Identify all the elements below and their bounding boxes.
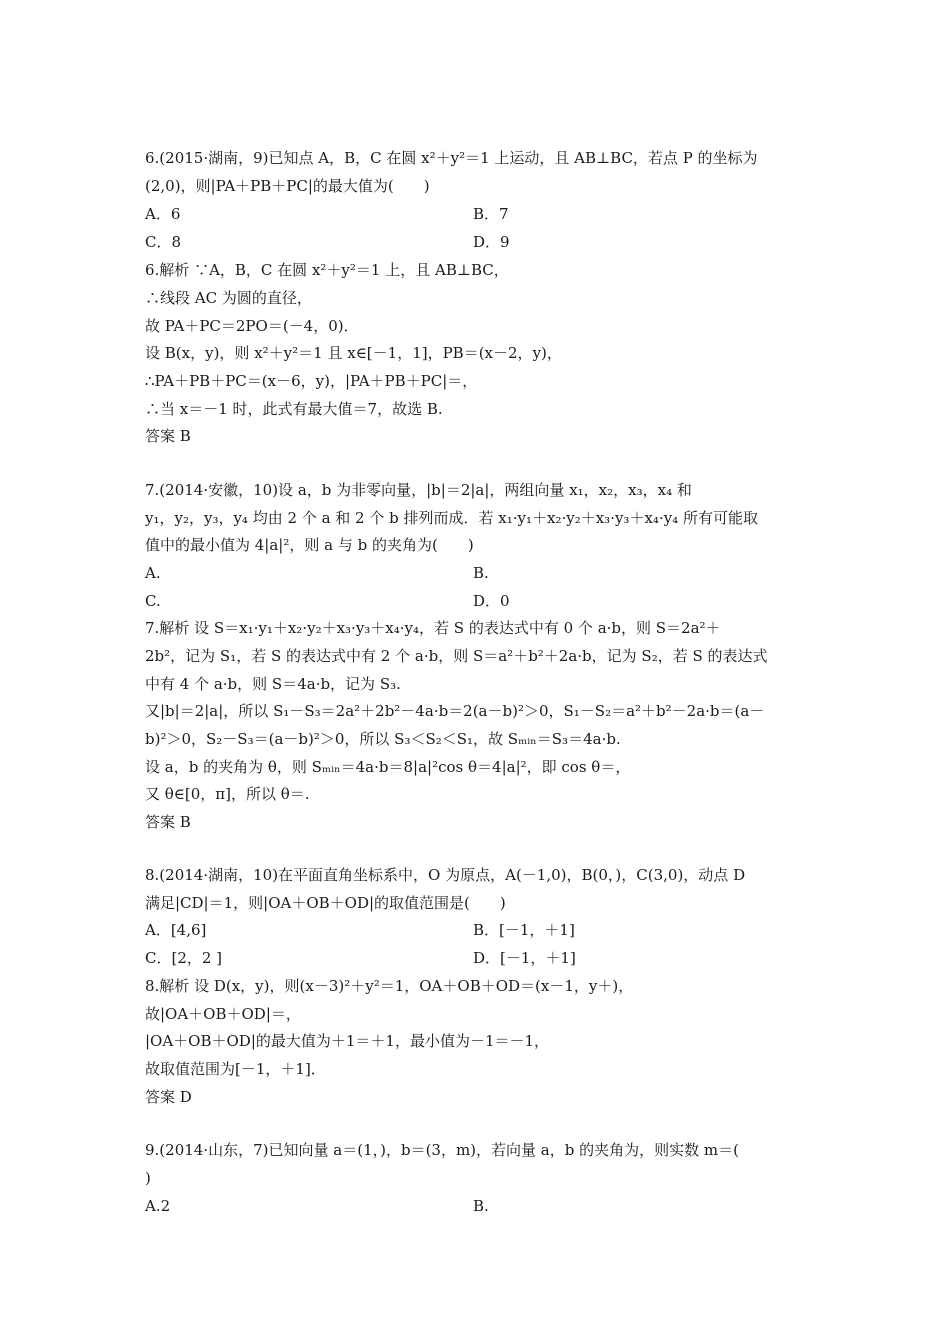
q8-stem-line-1: 8.(2014·湖南，10)在平面直角坐标系中，O 为原点，A(－1,0)，B(0，)，C(3,0)，动点 D <box>145 866 746 884</box>
q7-solution-line-3: 中有 4 个 a·b，则 S＝4a·b，记为 S₃. <box>145 675 401 693</box>
q7-answer: 答案 B <box>145 813 191 831</box>
q8-option-a: A．[4,6] <box>145 921 207 939</box>
q7-solution-line-7: 又 θ∈[0，π]，所以 θ＝. <box>145 785 310 803</box>
q8-answer: 答案 D <box>145 1088 192 1106</box>
q8-solution-line-1: 8.解析 设 D(x，y)，则(x－3)²＋y²＝1，OA＋OB＋OD＝(x－1，y＋)， <box>145 977 634 995</box>
q6-option-a: A．6 <box>145 205 181 223</box>
q8-option-d: D．[－1，＋1] <box>473 949 576 967</box>
q7-option-b: B. <box>473 564 489 582</box>
q6-stem-line-2: (2,0)，则|PA＋PB＋PC|的最大值为( ) <box>145 177 430 195</box>
q9-option-a: A.2 <box>145 1197 171 1215</box>
q8-option-c: C．[2，2 ] <box>145 949 223 967</box>
q7-stem-line-2: y₁，y₂，y₃，y₄ 均由 2 个 a 和 2 个 b 排列而成．若 x₁·y₁＋x₂·y₂＋x₃·y₃＋x₄·y₄ 所有可能取 <box>145 509 758 527</box>
q8-stem-line-2: 满足|CD|＝1，则|OA＋OB＋OD|的取值范围是( ) <box>145 894 506 912</box>
q7-solution-line-4: 又|b|＝2|a|，所以 S₁－S₃＝2a²＋2b²－4a·b＝2(a－b)²＞0，S₁－S₂＝a²＋b²－2a·b＝(a－ <box>145 702 765 720</box>
q6-solution-line-2: ∴线段 AC 为圆的直径， <box>145 289 312 307</box>
q7-option-d: D．0 <box>473 592 510 610</box>
q7-option-c: C. <box>145 592 161 610</box>
q7-solution-line-2: 2b²，记为 S₁，若 S 的表达式中有 2 个 a·b，则 S＝a²＋b²＋2a·b，记为 S₂，若 S 的表达式 <box>145 647 768 665</box>
q7-solution-line-1: 7.解析 设 S＝x₁·y₁＋x₂·y₂＋x₃·y₃＋x₄·y₄，若 S 的表达式中有 0 个 a·b，则 S＝2a²＋ <box>145 619 721 637</box>
q8-solution-line-4: 故取值范围为[－1，＋1]． <box>145 1060 326 1078</box>
q6-answer: 答案 B <box>145 427 191 445</box>
q6-solution-line-6: ∴当 x＝－1 时，此式有最大值＝7，故选 B. <box>145 400 443 418</box>
q7-stem-line-3: 值中的最小值为 4|a|²，则 a 与 b 的夹角为( ) <box>145 536 474 554</box>
q7-solution-line-6: 设 a，b 的夹角为 θ，则 Sₘᵢₙ＝4a·b＝8|a|²cos θ＝4|a|²，即 cos θ＝， <box>145 758 631 776</box>
q8-solution-line-2: 故|OA＋OB＋OD|＝， <box>145 1005 301 1023</box>
q9-option-b: B. <box>473 1197 489 1215</box>
q6-solution-line-1: 6.解析 ∵A，B，C 在圆 x²＋y²＝1 上，且 AB⊥BC， <box>145 261 509 279</box>
q6-stem-line-1: 6.(2015·湖南，9)已知点 A，B，C 在圆 x²＋y²＝1 上运动，且 AB⊥BC，若点 P 的坐标为 <box>145 149 758 167</box>
q7-option-a: A. <box>145 564 161 582</box>
q6-option-d: D．9 <box>473 233 510 251</box>
q7-stem-line-1: 7.(2014·安徽，10)设 a，b 为非零向量，|b|＝2|a|，两组向量 x₁，x₂，x₃，x₄ 和 <box>145 481 692 499</box>
q7-solution-line-5: b)²＞0，S₂－S₃＝(a－b)²＞0，所以 S₃＜S₂＜S₁，故 Sₘᵢₙ＝S₃＝4a·b. <box>145 730 621 748</box>
q6-option-c: C．8 <box>145 233 182 251</box>
q9-stem-line-2: ) <box>145 1169 151 1187</box>
q6-solution-line-4: 设 B(x，y)，则 x²＋y²＝1 且 x∈[－1，1]，PB＝(x－2，y)， <box>145 344 562 362</box>
q8-option-b: B．[－1，＋1] <box>473 921 575 939</box>
q6-option-b: B．7 <box>473 205 509 223</box>
q6-solution-line-5: ∴PA＋PB＋PC＝(x－6，y)，|PA＋PB＋PC|＝， <box>145 372 478 390</box>
q8-solution-line-3: |OA＋OB＋OD|的最大值为＋1＝＋1，最小值为－1＝－1， <box>145 1032 550 1050</box>
q6-solution-line-3: 故 PA＋PC＝2PO＝(－4，0)． <box>145 317 359 335</box>
q9-stem-line-1: 9.(2014·山东，7)已知向量 a＝(1，)，b＝(3，m)，若向量 a，b 的夹角为，则实数 m＝( <box>145 1141 739 1159</box>
